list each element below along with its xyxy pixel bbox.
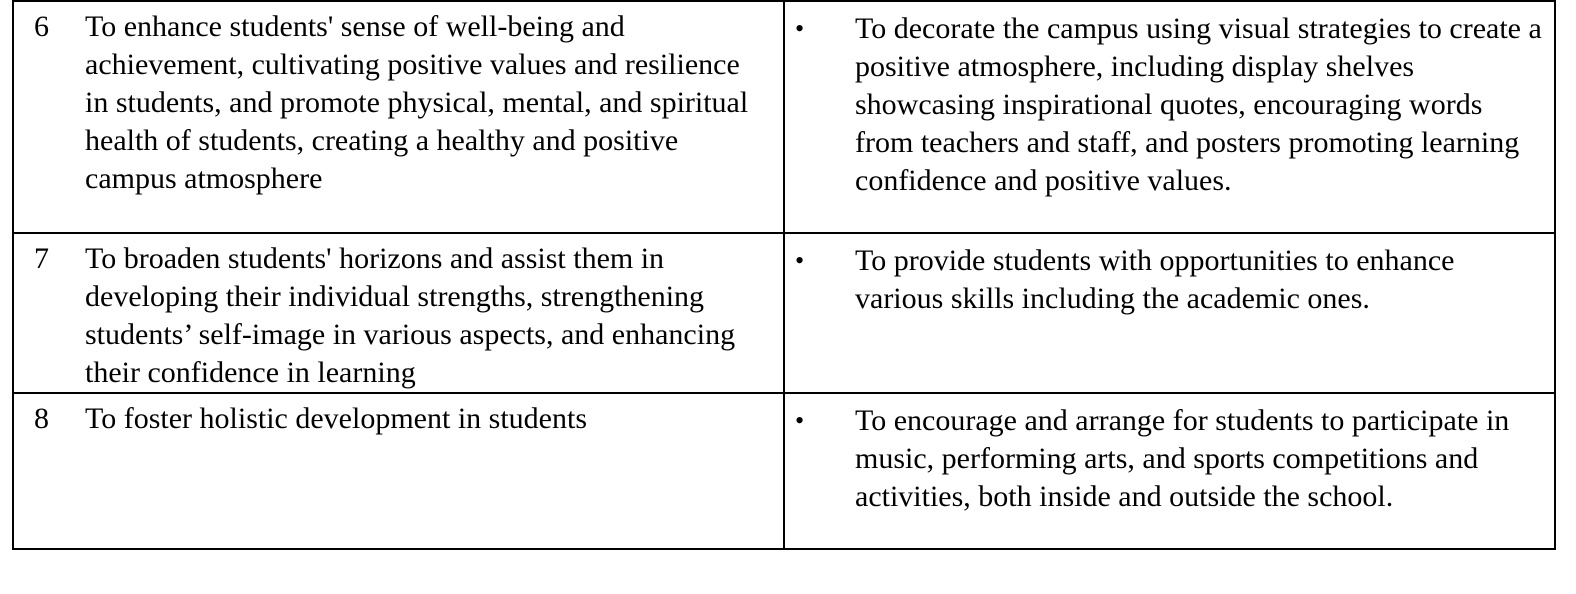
table-row [13, 393, 1555, 549]
strategy-text: To encourage and arrange for students to participate in music, performing arts, and sports competitions and activities, both inside and outside the school. [855, 404, 1510, 513]
aim-cell [13, 233, 784, 393]
strategy-cell [784, 393, 1555, 549]
strategy-cell [784, 1, 1555, 233]
row-number: 6 [34, 10, 49, 43]
aim-text: To foster holistic development in students [85, 402, 587, 435]
aim-text: To enhance students' sense of well-being and achievement, cultivating positive values and resilience in students, and promote physical, mental, and spiritual health of students, creating a healthy and positive campus atmosphere [85, 10, 749, 195]
table-row [13, 1, 1555, 233]
row-number: 8 [34, 402, 49, 435]
table-row [13, 233, 1555, 393]
bullet-icon: • [795, 406, 805, 435]
aim-text: To broaden students' horizons and assist them in developing their individual strengths, strengthening students’ self-image in various aspects, and enhancing their confidence in learning [85, 242, 736, 389]
bullet-icon: • [795, 246, 805, 275]
aim-cell [13, 393, 784, 549]
strategy-text: To provide students with opportunities to enhance various skills including the academic ones. [855, 244, 1455, 315]
aims-strategies-table [12, 0, 1556, 550]
strategy-text: To decorate the campus using visual strategies to create a positive atmosphere, including display shelves showcasing inspirational quotes, encouraging words from teachers and staff, and posters promoting learning confidence and positive values. [855, 12, 1542, 197]
aim-cell [13, 1, 784, 233]
strategy-cell [784, 233, 1555, 393]
bullet-icon: • [795, 14, 805, 43]
row-number: 7 [34, 242, 49, 275]
